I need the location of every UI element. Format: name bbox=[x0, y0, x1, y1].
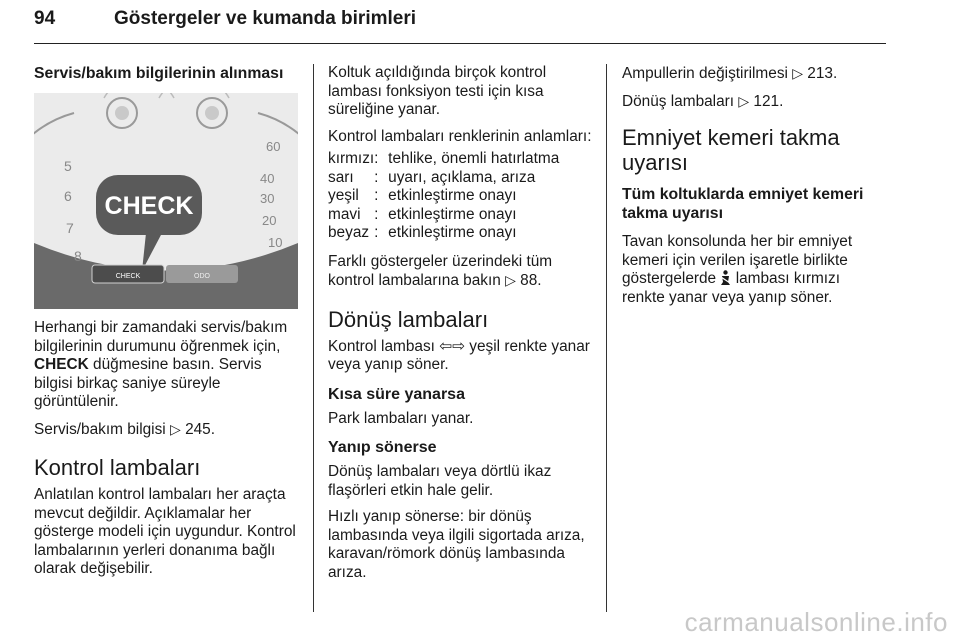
table-row: mavi : etkinleştirme onayı bbox=[328, 206, 559, 225]
meaning-cell: etkinleştirme onayı bbox=[388, 224, 517, 241]
color-cell: yeşil bbox=[328, 187, 359, 204]
colors-intro: Kontrol lambaları renklerinin anlamları: bbox=[328, 127, 592, 145]
meaning-cell: etkinleştirme onayı bbox=[388, 205, 517, 223]
table-row: yeşil : etkinleştirme onayı bbox=[328, 187, 559, 206]
warning-lights-text: Anlatılan kontrol lambaları her araçta mevcut değildir. Açıklamalar her gösterge modeli için uygundur. Kontrol lambalarının yerleri donanıma bağlı olarak değişebilir. bbox=[34, 486, 296, 577]
reference-arrow-icon: ▷ bbox=[738, 92, 750, 109]
reference-arrow-icon: ▷ bbox=[170, 420, 181, 437]
column-2 bbox=[328, 64, 598, 590]
page-ref[interactable]: 88. bbox=[520, 272, 542, 289]
page-number: 94 bbox=[34, 8, 56, 29]
header-rule bbox=[34, 43, 886, 44]
turn-ref-paragraph bbox=[622, 92, 886, 112]
page-header bbox=[34, 6, 886, 42]
rpm-tick-label: 7 bbox=[66, 220, 74, 236]
table-row: kırmızı : tehlike, önemli hatırlatma bbox=[328, 150, 560, 167]
service-ref-text: Servis/bakım bilgisi bbox=[34, 420, 166, 438]
check-callout-label: CHECK bbox=[104, 192, 194, 220]
service-text: düğmesine basın. Servis bilgisi birkaç saniye süreyle görüntülenir. bbox=[34, 356, 262, 410]
service-ref-paragraph bbox=[34, 420, 304, 440]
speed-tick-label: 20 bbox=[262, 213, 277, 228]
seatbelt-text: Tavan konsolunda her bir emniyet kemeri için verilen işaretle birlikte göstergelerde bbox=[622, 233, 853, 287]
instrument-cluster-illustration bbox=[34, 93, 298, 309]
watermark: carmanualsonline.info bbox=[684, 607, 948, 637]
turn-signal-icon: ⇦⇨ bbox=[439, 337, 466, 355]
turn-signals-title: Dönüş lambaları bbox=[328, 306, 489, 332]
short-lit-text: Park lambaları yanar. bbox=[328, 409, 474, 427]
meaning-cell: uyarı, açıklama, arıza bbox=[388, 168, 536, 186]
page-ref[interactable]: 213. bbox=[807, 65, 838, 82]
column-1 bbox=[34, 64, 304, 587]
seatbelt-title: Emniyet kemeri takma uyarısı bbox=[622, 125, 840, 175]
page-ref[interactable]: 245. bbox=[185, 420, 216, 438]
page-title: Göstergeler ve kumanda birimleri bbox=[114, 8, 417, 29]
turn-text: yeşil renkte yanar veya yanıp söner. bbox=[328, 337, 590, 373]
see-paragraph bbox=[328, 253, 598, 291]
meaning-cell: tehlike, önemli hatırlatma bbox=[388, 150, 560, 167]
intro-text: Koltuk açıldığında birçok kontrol lambası fonksiyon testi için kısa süreliğine yanar. bbox=[328, 64, 547, 118]
color-cell: kırmızı bbox=[328, 150, 375, 167]
color-cell: sarı bbox=[328, 168, 354, 186]
color-cell: beyaz bbox=[328, 224, 370, 241]
see-text: Farklı göstergeler üzerindeki tüm kontrol lambalarına bakın bbox=[328, 252, 553, 289]
speed-tick-label: 10 bbox=[268, 235, 283, 250]
color-cell: mavi bbox=[328, 205, 361, 223]
warning-lights-title: Kontrol lambaları bbox=[34, 455, 201, 480]
blinking-text: Dönüş lambaları veya dörtlü ikaz flaşörleri etkin hale gelir. bbox=[328, 463, 552, 499]
turn-signals-paragraph bbox=[328, 338, 598, 375]
speed-tick-label: 30 bbox=[260, 191, 275, 206]
column-3 bbox=[622, 64, 886, 315]
odo-button-label: ODO bbox=[194, 273, 210, 280]
color-meaning-table bbox=[328, 150, 559, 243]
service-heading: Servis/bakım bilgilerinin alınması bbox=[34, 65, 284, 82]
service-text: Herhangi bir zamandaki servis/bakım bilgilerinin durumunu öğrenmek için, bbox=[34, 319, 288, 355]
blinking-heading: Yanıp sönerse bbox=[328, 439, 437, 456]
seatbelt-icon bbox=[720, 270, 731, 285]
table-row: sarı : uyarı, açıklama, arıza bbox=[328, 169, 559, 188]
fast-blinking-text: Hızlı yanıp sönerse: bir dönüş lambasında veya ilgili sigortada arıza, karavan/römork dönüş lambasında arıza. bbox=[328, 508, 585, 581]
bulbs-paragraph bbox=[622, 64, 886, 84]
turn-text: Kontrol lambası bbox=[328, 337, 435, 355]
rpm-tick-label: 8 bbox=[74, 248, 82, 264]
seatbelt-subtitle: Tüm koltuklarda emniyet kemeri takma uyarısı bbox=[622, 186, 864, 222]
seatbelt-paragraph bbox=[622, 233, 886, 307]
column-divider bbox=[606, 64, 607, 612]
meaning-cell: etkinleştirme onayı bbox=[388, 187, 517, 204]
reference-arrow-icon: ▷ bbox=[792, 65, 803, 81]
service-paragraph bbox=[34, 319, 304, 412]
page-ref[interactable]: 121. bbox=[753, 92, 784, 110]
reference-arrow-icon: ▷ bbox=[505, 272, 516, 288]
speed-tick-label: 40 bbox=[260, 171, 275, 186]
short-lit-heading: Kısa süre yanarsa bbox=[328, 385, 465, 403]
check-keyword: CHECK bbox=[34, 356, 89, 373]
turn-ref-text: Dönüş lambaları bbox=[622, 92, 735, 110]
speed-tick-label: 60 bbox=[266, 139, 281, 154]
rpm-tick-label: 5 bbox=[64, 158, 72, 174]
rpm-tick-label: 6 bbox=[64, 188, 72, 204]
check-button-label: CHECK bbox=[115, 273, 141, 280]
table-row: beyaz : etkinleştirme onayı bbox=[328, 224, 559, 243]
bulbs-text: Ampullerin değiştirilmesi bbox=[622, 65, 788, 82]
column-divider bbox=[313, 64, 314, 612]
seatbelt-text: lambası kırmızı renkte yanar veya yanıp söner. bbox=[622, 270, 841, 306]
